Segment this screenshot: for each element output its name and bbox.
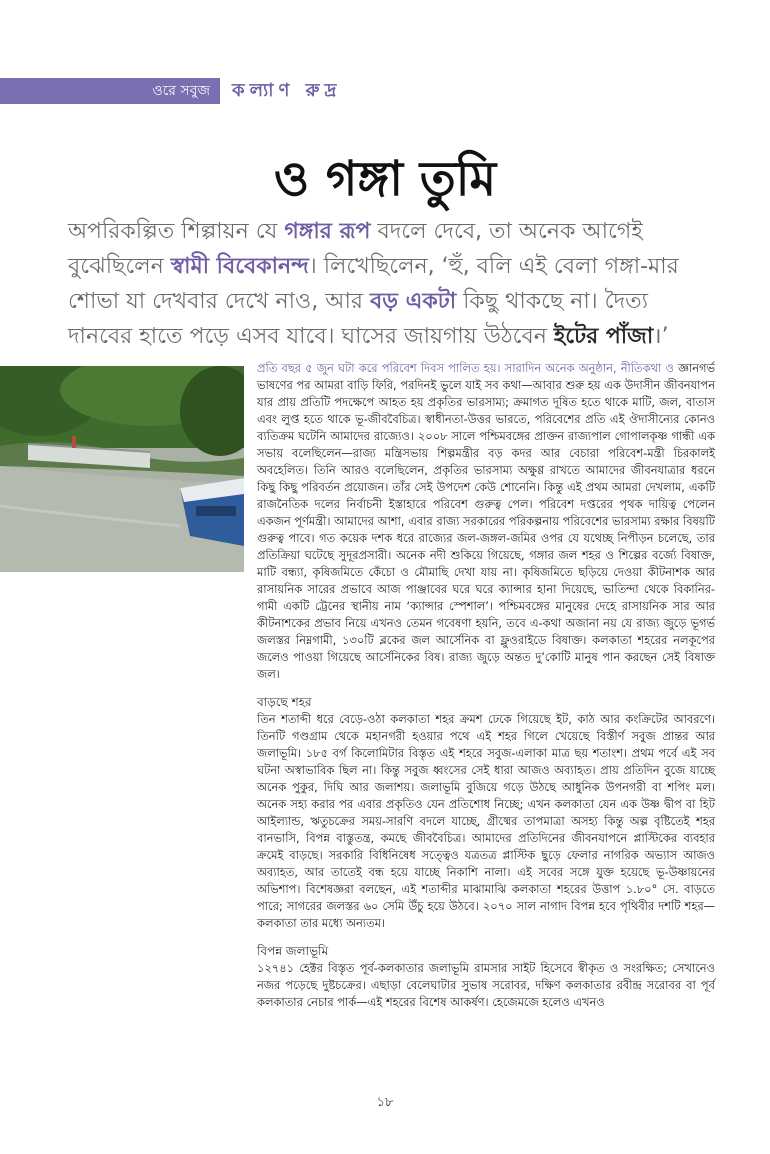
lead-text: ।’ [653,324,669,349]
lead-highlight: গঙ্গার রূপ [284,219,371,244]
lead-text: অপরিকল্পিত শিল্পায়ন যে [68,219,285,244]
intro-accent: প্রতি বছর ৫ জুন ঘটা করে পরিবেশ দিবস পালিত হয়। সারাদিন অনেক অনুষ্ঠান, নীতিকথা ও [257,361,674,375]
subheading: বিপন্ন জলাভূমি [257,944,329,958]
lead-text: কিছু থাকছে না। দৈত্য দানবের হাতে পড়ে এসব যাবে। ঘাসের জায়গায় উঠবেন [68,289,649,349]
body-paragraph: ১২৭৪১ হেক্টর বিস্তৃত পূর্ব-কলকাতার জলাভূমি রামসার সাইট হিসেবে স্বীকৃত ও সংরক্ষিত; সেখানেও নজর পড়েছে দুষ্টচক্রের। এছাড়া বেলেঘাটার সুভাষ সরোবর, দক্ষিণ কলকাতার রবীন্দ্র সরোবর বা পূর্ব কলকাতার নেচার পার্ক—এই শহরের বিশেষ আকর্ষণ। হেজেমজে হলেও এখনও [257,961,715,1009]
author-name: কল্যাণ রুদ্র [232,80,342,101]
paragraph-text: জ্ঞানগর্ভ ভাষণের পর আমরা বাড়ি ফিরি, পরদিনই ভুলে যাই সব কথা—আবার শুরু হয় এক উদাসীন জীবনযাপন যার প্রায় প্রতিটি পদক্ষেপে আহত হয় প্রকৃতির ভারসাম্য; ক্রমাগত দূষিত হতে থাকে মাটি, জল, বাতাস এবং লুপ্ত হতে থাকে ভূ-জীববৈচিত্র। স্বাধীনতা-উত্তর ভারতে, পরিবেশের প্রতি এই ঔদাসীন্যের কোনও ব্যতিক্রম ঘটেনি আমাদের রাজ্যেও। ২০০৮ সালে পশ্চিমবঙ্গের প্রাক্তন রাজ্যপাল গোপালকৃষ্ণ গান্ধী এক সভায় বলেছিলেন—রাজ্য মন্ত্রিসভায় শিল্পমন্ত্রীর বড় কদর আর বেচারা পরিবেশ-মন্ত্রী চিরকালই অবহেলিত। তিনি আরও বলেছিলেন, প্রকৃতির ভারসাম্য অক্ষুণ্ণ রাখতে আমাদের জীবনযাত্রার ধরনে কিছু কিছু পরিবর্তন প্রয়োজন। তাঁর সেই উপদেশ কেউ শোনেনি। কিন্তু এই প্রথম আমরা দেখলাম, একটি রাজনৈতিক দলের নির্বাচনী ইস্তাহারে পরিবেশ গুরুত্ব পেল। পরিবেশ দপ্তরের পৃথক দায়িত্ব পেলেন একজন পূর্ণমন্ত্রী। আমাদের আশা, এবার রাজ্য সরকারের পরিকল্পনায় পরিবেশের ভারসাম্য রক্ষার বিষয়টি গুরুত্ব পাবে। গত কয়েক দশক ধরে রাজ্যের জল-জঙ্গল-জমির ওপর যে যথেচ্ছ নিপীড়ন চলেছে, তার প্রতিক্রিয়া ঘটেছে সুদূরপ্রসারী। অনেক নদী শুকিয়ে গিয়েছে, গঙ্গার জল শহর ও শিল্পের বর্জ্যে বিষাক্ত, মাটি বন্ধ্যা, কৃষিজমিতে কেঁচো ও মৌমাছি দেখা যায় না। কৃষিজমিতে ছড়িয়ে দেওয়া কীটনাশক আর রাসায়নিক সারের প্রভাবে আজ পাঞ্জাবের ঘরে ঘরে ক্যান্সার হানা দিয়েছে, ভাতিন্দা থেকে বিকানির-গামী একটি ট্রেনের স্থানীয় নাম ‘ক্যান্সার স্পেশাল’। পশ্চিমবঙ্গের মানুষের দেহে রাসায়নিক সার আর কীটনাশকের প্রভাব নিয়ে এখনও তেমন গবেষণা হয়নি, তবে এ-কথা অজানা নয় যে রাজ্য জুড়ে ভূগর্ভ জলস্তর নিম্নগামী, ১৩০টি ব্লকের জল আর্সেনিক বা ফ্লুওরাইডে বিষাক্ত। কলকাতা শহরের নলকূপের জলেও পাওয়া গিয়েছে আর্সেনিকের বিষ। রাজ্য জুড়ে অন্তত দু’কোটি মানুষ পান করছেন সেই বিষাক্ত জল। [257,361,716,681]
lead-highlight: স্বামী বিবেকানন্দ [170,254,309,279]
body-paragraph [257,360,715,683]
river-photo [0,366,244,572]
lead-highlight: বড় একটা [370,289,457,314]
page-number: ১৮ [376,1095,394,1110]
body-paragraph: তিন শতাব্দী ধরে বেড়ে-ওঠা কলকাতা শহর ক্রমশ ঢেকে গিয়েছে ইট, কাঠ আর কংক্রিটের আবরণে। তিনটি গণ্ডগ্রাম থেকে মহানগরী হওয়ার পথে এই শহর গিলে খেয়েছে বিস্তীর্ণ সবুজ প্রান্তর আর জলাভূমি। ১৮৫ বর্গ কিলোমিটার বিস্তৃত এই শহরে সবুজ-এলাকা মাত্র ছয় শতাংশ। প্রথম পর্বে এই সব ঘটনা অস্বাভাবিক ছিল না। কিন্তু সবুজ ধ্বংসের সেই ধারা আজও অব্যাহত। প্রায় প্রতিদিন বুজে যাচ্ছে অনেক পুকুর, দিঘি আর জলাশয়। জলাভূমি বুজিয়ে গড়ে উঠছে আধুনিক উপনগরী বা শপিং মল। অনেক সহ্য করার পর এবার প্রকৃতিও যেন প্রতিশোধ নিচ্ছে; এখন কলকাতা যেন এক উষ্ণ দ্বীপ বা হিট আইল্যান্ড, ঋতুচক্রের সময়-সারণি বদলে যাচ্ছে, গ্রীষ্মের তাপমাত্রা অসহ্য কিন্তু অল্প বৃষ্টিতেই শহর বানভাসি, বিপন্ন বাস্তুতন্ত্র, কমছে জীববৈচিত্র। আমাদের প্রতিদিনের জীবনযাপনে প্লাস্টিকের ব্যবহার ক্রমেই বাড়ছে। সরকারি বিধিনিষেধ সত্ত্বেও যত্রতত্র প্লাস্টিক ছুড়ে ফেলার নাগরিক অভ্যাস আজও অব্যাহত, আর তাতেই বন্ধ হয়ে যাচ্ছে নিকাশি নালা। এই সবের সঙ্গে যুক্ত হয়েছে ভূ-উষ্ণায়নের অভিশাপ। বিশেষজ্ঞরা বলছেন, এই শতাব্দীর মাঝামাঝি কলকাতা শহরের উত্তাপ ১.৮০° সে. বাড়তে পারে; সাগরের জলস্তর ৬০ সেমি উঁচু হয়ে উঠবে। ২০৭০ সাল নাগাদ বিপন্ন হবে পৃথিবীর দশটি শহর—কলকাতা তার মধ্যে অন্যতম। [257,712,715,930]
section-bar [0,78,220,104]
article-title: ও গঙ্গা তুমি [273,151,497,207]
river-photo-illustration [0,366,244,572]
lead-text: বদলে দেবে, তা অনেক আগেই বুঝেছিলেন [68,219,643,279]
lead-paragraph [68,214,708,354]
lead-highlight: ইটের পাঁজা [553,324,654,349]
lead-text: । লিখেছিলেন, ‘হুঁ, বলি এই বেলা গঙ্গা-মার শোভা যা দেখবার দেখে নাও, আর [68,254,679,314]
article-body [257,360,715,1011]
subheading: বাড়ছে শহর [257,695,312,709]
section-label: ওরে সবুজ [152,83,210,99]
